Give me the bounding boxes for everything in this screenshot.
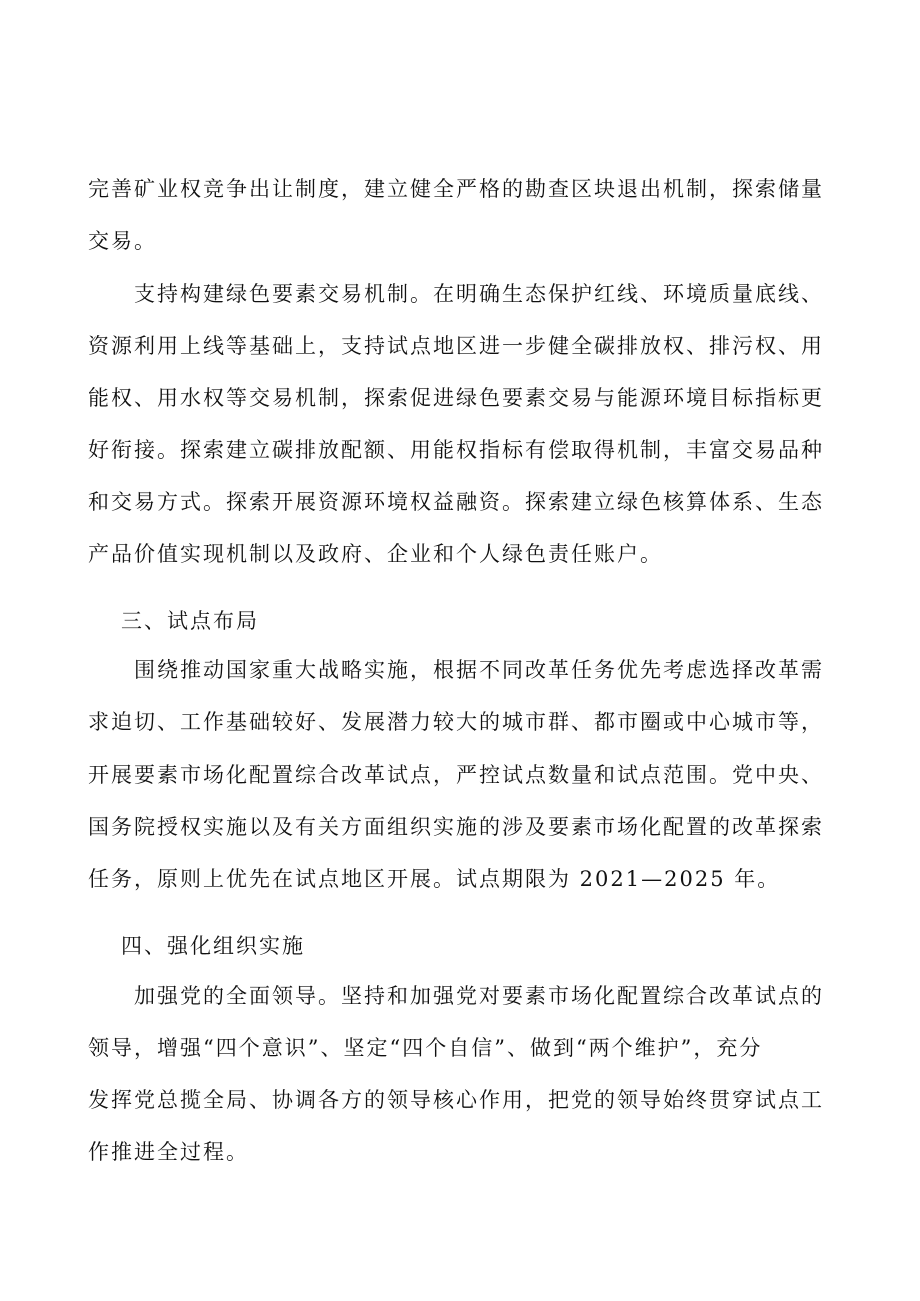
paragraph-1-line-2: 交易。 [88, 229, 157, 253]
paragraph-1-line-1: 完善矿业权竞争出让制度，建立健全严格的勘查区块退出机制，探索储量 [88, 177, 824, 201]
section-heading-4: 四、强化组织实施 [121, 934, 305, 958]
paragraph-2-line-2: 资源利用上线等基础上，支持试点地区进一步健全碳排放权、排污权、用 [88, 334, 824, 358]
paragraph-2-line-1: 支持构建绿色要素交易机制。在明确生态保护红线、环境质量底线、 [134, 282, 824, 306]
paragraph-3-line-3: 开展要素市场化配置综合改革试点，严控试点数量和试点范围。党中央、 [88, 763, 824, 787]
paragraph-4-line-2: 领导，增强“四个意识”、坚定“四个自信”、做到“两个维护”，充分 [88, 1036, 763, 1060]
paragraph-2-line-6: 产品价值实现机制以及政府、企业和个人绿色责任账户。 [88, 542, 663, 566]
paragraph-3-line-2: 求迫切、工作基础较好、发展潜力较大的城市群、都市圈或中心城市等， [88, 710, 824, 734]
paragraph-2-line-3: 能权、用水权等交易机制，探索促进绿色要素交易与能源环境目标指标更 [88, 386, 824, 410]
paragraph-3-line-1: 围绕推动国家重大战略实施，根据不同改革任务优先考虑选择改革需 [134, 658, 824, 682]
paragraph-4-line-1: 加强党的全面领导。坚持和加强党对要素市场化配置综合改革试点的 [134, 984, 824, 1008]
paragraph-2-line-5: 和交易方式。探索开展资源环境权益融资。探索建立绿色核算体系、生态 [88, 490, 824, 514]
section-heading-3: 三、试点布局 [121, 609, 259, 633]
paragraph-4-line-3: 发挥党总揽全局、协调各方的领导核心作用，把党的领导始终贯穿试点工 [88, 1088, 824, 1112]
paragraph-4-line-4: 作推进全过程。 [88, 1140, 249, 1164]
paragraph-2-line-4: 好衔接。探索建立碳排放配额、用能权指标有偿取得机制，丰富交易品种 [88, 438, 824, 462]
paragraph-3-line-4: 国务院授权实施以及有关方面组织实施的涉及要素市场化配置的改革探索 [88, 815, 824, 839]
paragraph-3-line-5: 任务，原则上优先在试点地区开展。试点期限为 2021—2025 年。 [88, 867, 781, 891]
